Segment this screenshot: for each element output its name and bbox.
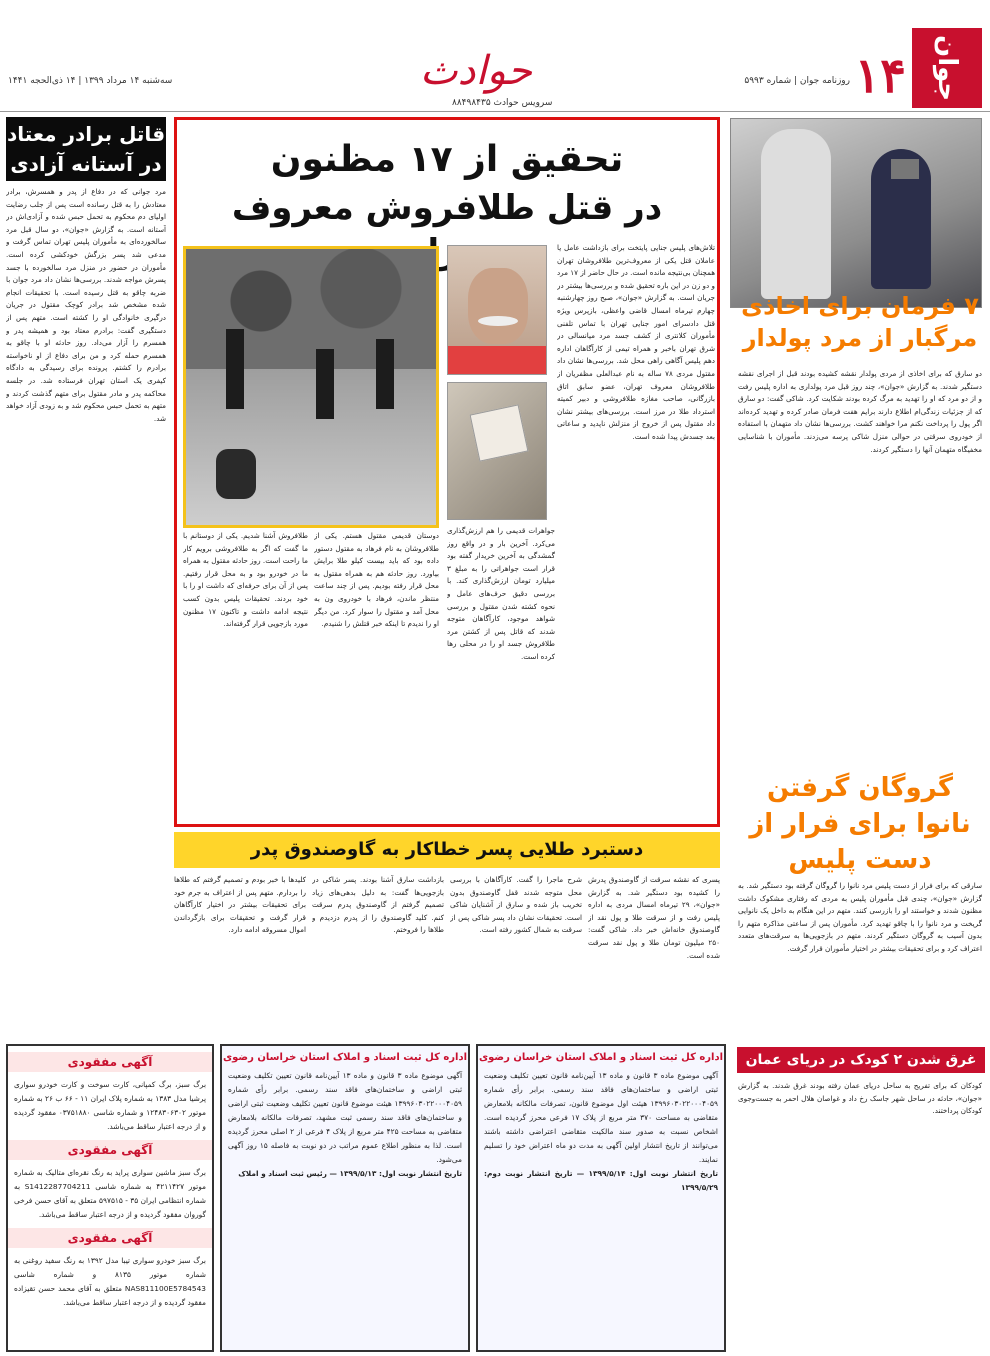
story-drowning: کودکان که برای تفریح به ساحل دریای عمان رفته بودند غرق شدند. به گزارش «جوان»، حادثه در ساحل شهر جاسک رخ داد و غواصان هلال احمر به جست‌وجوی کودکان پرداختند. (738, 1081, 982, 1116)
handcuffed-suspect-photo (730, 118, 982, 308)
main-story-box (174, 117, 720, 827)
safe-theft-headline: دستبرد طلایی پسر خطاکار به گاوصندوق پدر (250, 839, 644, 860)
main-headline-line2: در قتل طلافروش معروف (231, 188, 663, 228)
ad-lost-title-2: آگهی مفقودی (8, 1140, 212, 1160)
officer-figure (761, 129, 831, 299)
main-story-column-a: تلاش‌های پلیس جنایی پایتخت برای بازداشت عامل یا عاملان قتل یکی از معروف‌ترین طلافروشان تهران همچنان بی‌نتیجه مانده است. در حال حاضر از ۱۷ مرد و دو زن در این باره تحقیق شده و بررسی‌ها بیشتر در جریان است. به گزارش «جوان»، صبح روز چهارشنبه چهارم تیرماه امسال قاضی واعظی، بازپرس ویژه قتل دادسرای امور جنایی تهران با تماس تلفنی مأموران کلانتری از کشف جسد مرد میانسالی در شرق تهران باخبر و همراه تیمی از کارآگاهان اداره دهم پلیس آگاهی راهی محل شد. بررسی‌ها نشان داد مقتول مردی ۷۸ ساله به نام عبدالعلی مظفریان از طلافروشان معروف تهران، عضو سابق اتاق بازرگانی، صاحب مغازه طلافروشی و دبیر کمیته استرداد طلا در مرز است. بررسی‌های بیشتر نشان داد مقتول پس از خروج از منزلش ناپدید و ساعاتی بعد جسدش پیدا شده است. (557, 243, 715, 441)
ad-registry-notice-1 (476, 1044, 726, 1352)
victim-portrait (447, 245, 547, 375)
safe-theft-header (174, 832, 720, 868)
safe-theft-story (174, 874, 720, 1038)
story-extortion: دو سارق که برای اخاذی از مردی پولدار نقشه کشیده بودند قبل از اجرای نقشه دستگیر شدند. به گزارش «جوان»، چند روز قبل مرد پولداری به اداره پلیس رفت و از دو مرد که او را تهدید به مرگ کرده بودند شکایت کرد. شاکی گفت: دو سارق که از جزئیات زندگی‌ام اطلاع دارند برایم هفت فرمان صادر کرده و تهدید کرده‌اند اگر پول را پرداخت نکنم مرا خواهند کشت. بررسی‌ها نشان داد متهمان با استفاده از خودروی سرقتی در حوالی منزل شاکی پرسه می‌زدند. مأموران با شناسایی مخفیگاه متهمان آنها را دستگیر کردند. (738, 369, 982, 454)
page-number: ۱۴ (854, 48, 906, 104)
story-brother-killer: مرد جوانی که در دفاع از پدر و همسرش، برادر معتادش را به قتل رسانده است پس از جلب رضایت اولیای دم محکوم به تحمل حبس شده و آزادی‌اش در آستانه است. به گزارش «جوان»، دو سال قبل مرد سالخورده‌ای به مأموران پلیس تهران تماس گرفت و مدعی شد پسر بزرگش خودکشی کرده است. مأموران در حضور در منزل مرد سالخورده با جسد پسرش مواجه شدند. بررسی‌ها نشان داد مرد جوان با ضربه چاقو به قتل رسیده است. با تحقیقات انجام شده مشخص شد برادر کوچک مقتول در جریان درگیری خانوادگی او را کشته است. متهم پس از دستگیری گفت: برادرم معتاد بود و همیشه پدر و همسرم را آزار می‌داد. روز حادثه او با چاقو به همسرم حمله کرد و من برای دفاع از او ناخواسته برادرم را کشتم. پرونده برای رسیدگی به دادگاه کیفری یک استان تهران فرستاده شد. در جلسه محاکمه پدر و مادر مقتول برای متهم گذشت کردند و متهم به تحمل حبس محکوم شد و به زودی آزاد خواهد شد. (6, 187, 166, 423)
main-story-column-b: جواهرات قدیمی را هم ارزش‌گذاری می‌کرد. آخرین بار و در واقع روز گمشدگی به آخرین خریدار گفته بود قرار است جواهراتی را به مبلغ ۳ میلیارد تومان ارزش‌گذاری کند. با بررسی دقیق حرف‌های عامل و نحوه کشته شدن مقتول و بررسی شواهد موجود، کارآگاهان متوجه شدند که قاتل پس از کشتن مرد طلافروش جسد او را در محلی رها کرده است. (447, 526, 555, 661)
safe-theft-column-4: کلیدها با خبر بودم و تصمیم گرفتم که طلاها را بردارم. متهم پس از اعتراف به جرم خود برای تحقیقات بیشتر در اختیار کارآگاهان قرار گرفت و تحقیقات برای بازگرداندن اموال مسروقه ادامه دارد. (174, 875, 306, 935)
main-headline-line1: تحقیق از ۱۷ مظنون (270, 139, 624, 180)
section-title: حوادث (420, 48, 532, 94)
ad-registry-body-2: آگهی موضوع ماده ۳ قانون و ماده ۱۳ آیین‌نامه قانون تعیین تکلیف وضعیت ثبتی اراضی و ساختمان‌های فاقد سند رسمی. برابر رأی شماره ۱۳۹۹۶۰۳۰۲۲۰۰۰۴۰۵۹ هیئت موضوع قانون تعیین تکلیف وضعیت ثبتی اراضی و ساختمان‌های فاقد سند رسمی ثبت مشهد، تصرفات مالکانه بلامعارض متقاضی به مساحت ۴۲۵ متر مربع از پلاک ۴ فرعی از ۲ اصلی محرز گردیده است. لذا به منظور اطلاع عموم مراتب در دو نوبت به فاصله ۱۵ روز آگهی می‌شود. تاریخ انتشار نوبت اول: ۱۳۹۹/۵/۱۳ — رئیس ثبت اسناد و املاک (228, 1071, 463, 1178)
blurred-face (891, 159, 919, 179)
ad-registry-title-2: اداره کل ثبت اسناد و املاک استان خراسان رضوی (222, 1052, 468, 1063)
issue-line: روزنامه جوان | شماره ۵۹۹۳ (744, 76, 850, 86)
ad-lost-notices (6, 1044, 214, 1352)
headline-extortion: ۷ فرمان برای اخاذی مرگبار از مرد پولدار (741, 292, 979, 352)
headline-drowning: غرق شدن ۲ کودک در دریای عمان (737, 1047, 985, 1073)
crime-scene-photo (183, 246, 439, 528)
safe-theft-column-3: بازداشت سارق آشنا بودند. پسر شاکی در بازجویی‌ها گفت: به دلیل بدهی‌های زیاد تصمیم گرفتم از گاوصندوق پدرم سرقت کنم. کلید گاوصندوق را از پدرم دزدیدم و طلاها را فروختم. (312, 875, 444, 935)
newspaper-logo: جوان (912, 28, 982, 108)
ad-registry-body-1: آگهی موضوع ماده ۳ قانون و ماده ۱۳ آیین‌نامه قانون تعیین تکلیف وضعیت ثبتی اراضی و ساختمان‌های فاقد سند رسمی. برابر رأی شماره ۱۳۹۹۶۰۳۰۲۲۰۰۰۴۰۵۹ هیئت اول موضوع قانون، تصرفات مالکانه بلامعارض متقاضی به مساحت ۳۷۰ متر مربع از پلاک ۱۷ فرعی محرز گردیده است. اشخاص نسبت به صدور سند مالکیت متقاضی اعتراضی داشته باشند می‌توانند از تاریخ انتشار اولین آگهی به مدت دو ماه اعتراض خود را تسلیم نمایند. تاریخ انتشار نوبت اول: ۱۳۹۹/۵/۱۴ — تاریخ انتشار نوبت دوم: ۱۳۹۹/۵/۲۹ (484, 1071, 719, 1192)
ads-strip (6, 1044, 726, 1352)
ad-registry-notice-2 (220, 1044, 470, 1352)
safe-theft-column-2: شرح ماجرا را گفت. کارآگاهان با بررسی محل متوجه شدند قفل گاوصندوق بدون تخریب باز شده و سارق از آشنایان شاکی است. تحقیقات نشان داد پسر شاکی پس از سرقت به شمال کشور رفته است. (450, 875, 582, 935)
ad-lost-title-3: آگهی مفقودی (8, 1228, 212, 1248)
section-subtitle: سرویس حوادث ۸۸۴۹۸۴۳۵ (452, 98, 553, 108)
main-story-column-c2: طلافروش آشنا شدیم. یکی از دوستانم با ما گفت که اگر به طلافروشی برویم کار ما راحت است. روز حادثه مقتول به همراه ما در خودرو بود و به محل قرار رفتیم. پس از آن برای حرفه‌ای که داشت او را با خود بردند. تحقیقات پلیس بدون کسب نتیجه ادامه داشت و تاکنون ۱۷ مظنون مورد بازجویی قرار گرفته‌اند. (183, 531, 308, 629)
ad-registry-title-1: اداره کل ثبت اسناد و املاک استان خراسان رضوی (478, 1052, 724, 1063)
headline-brother-killer: قاتل برادر معتاد در آستانه آزادی (6, 117, 166, 181)
evidence-photo (447, 382, 547, 520)
ad-lost-title-1: آگهی مفقودی (8, 1052, 212, 1072)
ad-lost-body-1: برگ سبز، برگ کمپانی، کارت سوخت و کارت خودرو سواری پرشیا مدل ۱۳۸۳ به شماره پلاک ایران ۱۱ - ۶۶ ب ۲۶ به شماره موتور ۱۲۴۸۳۰۶۳۰۲ و شماره شاسی ۰۳۷۵۱۸۸۰ مفقود گردیده و از درجه اعتبار ساقط می‌باشد. (14, 1080, 206, 1131)
headline-hostage: گروگان گرفتن نانوا برای فرار از دست پلیس (749, 773, 971, 875)
story-hostage: سارقی که برای فرار از دست پلیس مرد نانوا را گروگان گرفته بود دستگیر شد. به گزارش «جوان»، چندی قبل مأموران پلیس به مردی که رفتاری مشکوک داشت مظنون شدند و خواستند او را بازرسی کنند. متهم در این هنگام به داخل یک نانوایی گریخت و مرد نانوا را با چاقو تهدید کرد. مأموران پس از ساعتی مذاکره متهم را بدون آسیب به گروگان دستگیر کردند. متهم در بازجویی‌ها به سرقت‌های متعدد اعتراف کرد و برای تحقیقات بیشتر در اختیار مأموران قرار گرفت. (738, 881, 982, 953)
safe-theft-column-1: پسری که نقشه سرقت از گاوصندوق پدرش را کشیده بود دستگیر شد. به گزارش «جوان»، ۲۹ تیرماه امسال مردی به اداره پلیس رفت و از سرقت طلا و پول نقد از گاوصندوق خانه‌اش خبر داد. شاکی گفت: ۲۵۰ میلیون تومان طلا و پول نقد سرقت شده است. (588, 875, 720, 960)
main-story-bottom-columns (183, 530, 439, 820)
masthead (0, 0, 990, 112)
ad-lost-body-2: برگ سبز ماشین سواری پراید به رنگ نقره‌ای متالیک به شماره موتور ۴۲۱۱۴۲۷ به شماره شاسی S1412287704211 به شماره انتظامی ایران ۳۵ - ۵۹۷۵۱۵ متعلق به آقای حسن فرخی گوروان مفقود گردیده و از درجه اعتبار ساقط می‌باشد. (14, 1168, 207, 1219)
ad-lost-body-3: برگ سبز خودرو سواری تیبا مدل ۱۳۹۲ به رنگ سفید روغنی به شماره موتور ۸۱۳۵ و شماره شاسی NAS811100E5784543 متعلق به آقای محمد حسن تقیزاده مفقود گردیده و از درجه اعتبار ساقط می‌باشد. (14, 1256, 206, 1307)
main-story-column-c1: دوستان قدیمی مقتول هستم. یکی از طلافروشان به نام فرهاد به مقتول دستور داده بود که باید بیست کیلو طلا برایش بیاورد. روز حادثه هم به همراه مقتول به محل قرار رفته بودیم. پس از چند ساعت منتظر ماندن، فرهاد با خودروی ون به محل آمد و مقتول را سوار کرد. من دیگر او را ندیدم تا اینکه خبر قتلش را شنیدم. (314, 531, 439, 629)
date-line: سه‌شنبه ۱۴ مرداد ۱۳۹۹ | ۱۴ ذی‌الحجه ۱۴۴۱ (8, 76, 173, 86)
